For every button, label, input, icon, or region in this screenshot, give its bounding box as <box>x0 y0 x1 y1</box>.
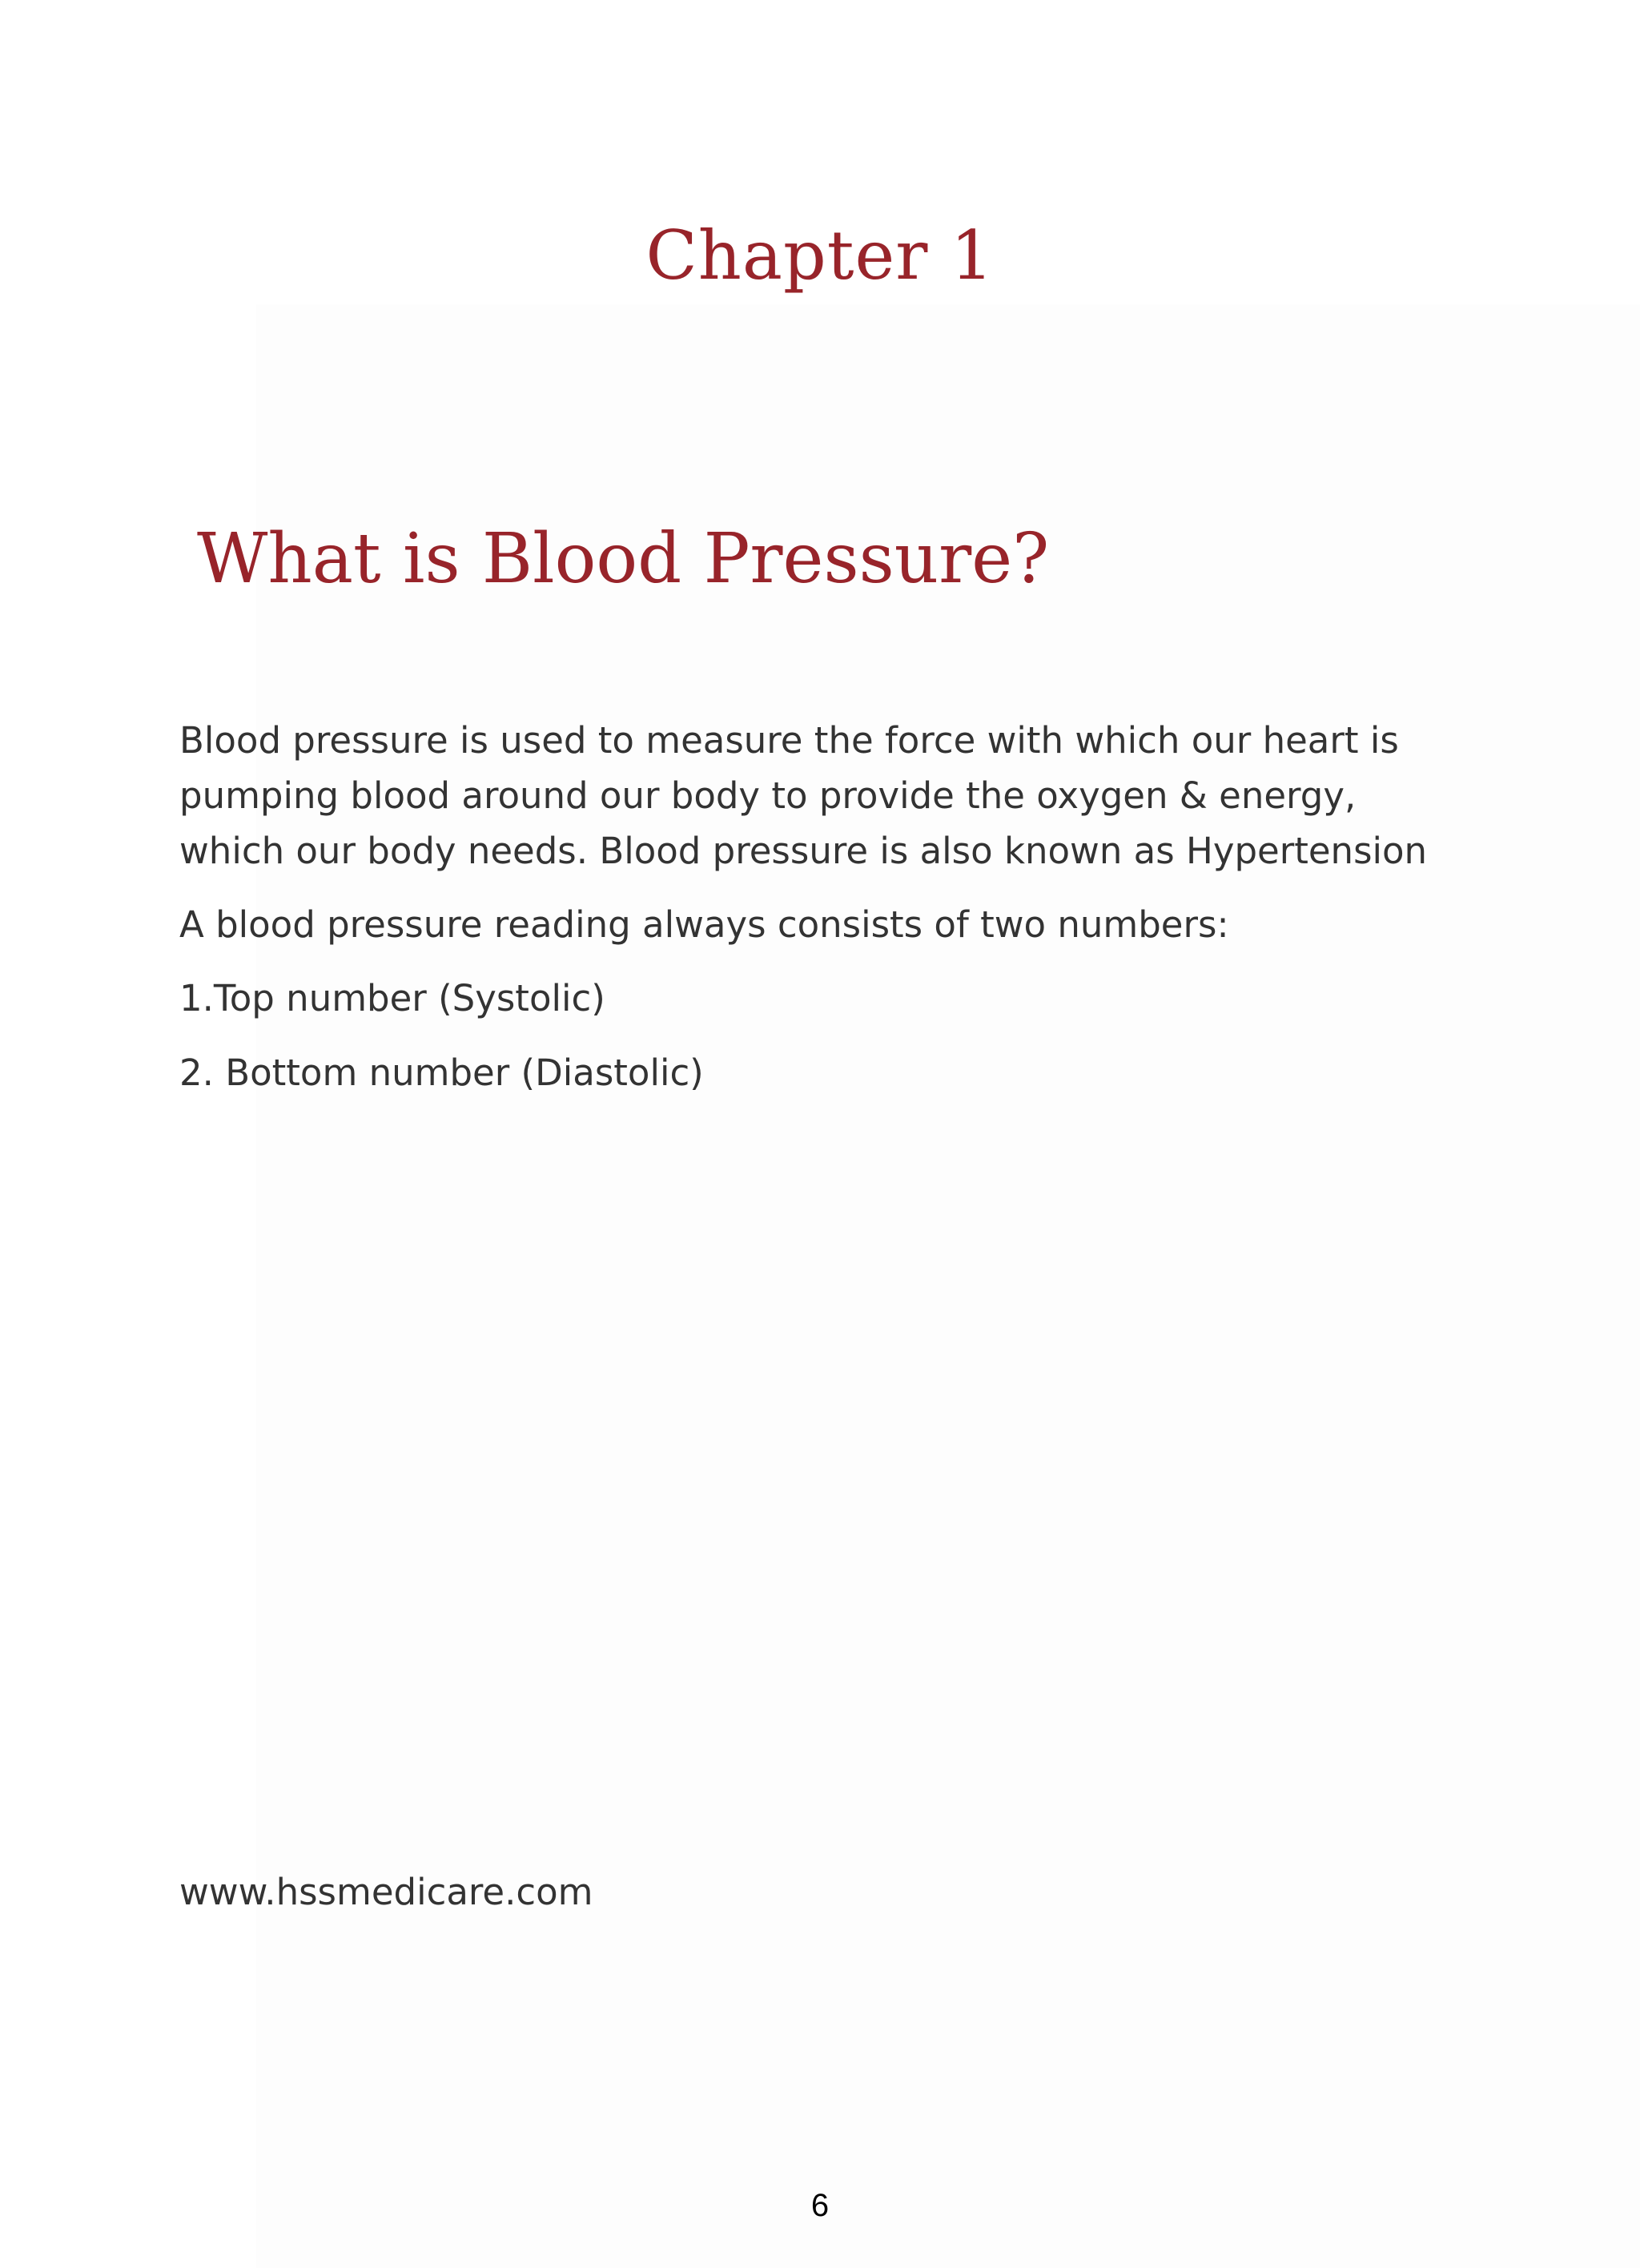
website-link[interactable]: www.hssmedicare.com <box>179 1871 593 1913</box>
list-item: 1.Top number (Systolic) <box>179 977 605 1019</box>
intro-paragraph: Blood pressure is used to measure the force with which our heart is pumping blood around our body to provide the oxygen & energy, which our body needs. Blood pressure is also known as Hypertension <box>179 719 1428 872</box>
reading-paragraph: A blood pressure reading always consists of two numbers: <box>179 903 1229 946</box>
section-title: What is Blood Pressure? <box>197 519 1050 599</box>
page-number: 6 <box>810 2188 830 2223</box>
list-item: 2. Bottom number (Diastolic) <box>179 1052 704 1094</box>
chapter-title: Chapter 1 <box>645 216 995 295</box>
